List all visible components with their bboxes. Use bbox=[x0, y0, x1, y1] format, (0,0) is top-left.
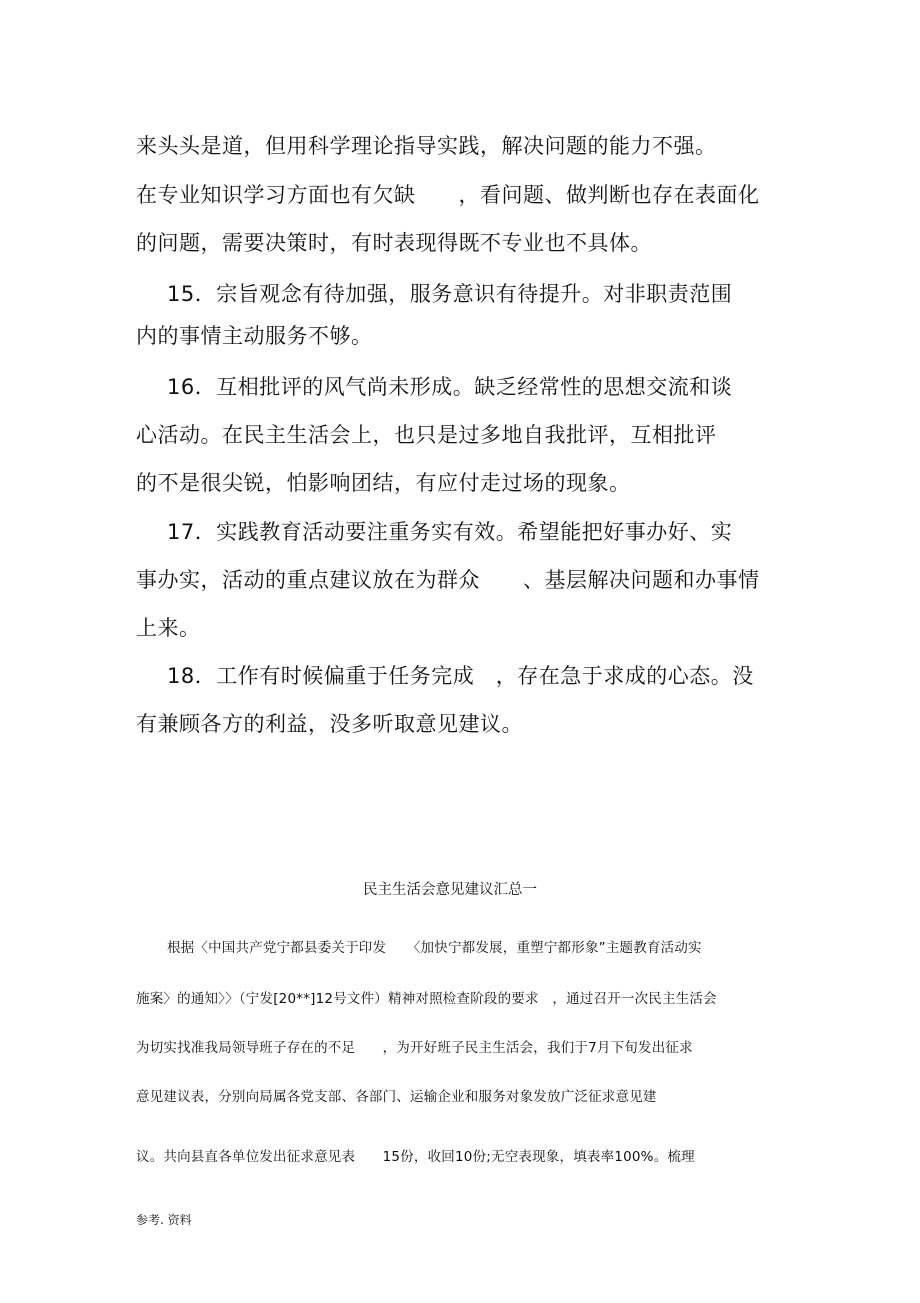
body-line: 为切实找准我局领导班子存在的不足 ，为开好班子民主生活会，我们于7月下旬发出征求 bbox=[136, 1040, 693, 1056]
item-18-line: 18．工作有时候偏重于任务完成 ，存在急于求成的心态。没 bbox=[167, 664, 754, 688]
section-title: 民主生活会意见建议汇总一 bbox=[363, 882, 537, 898]
item-18-line: 有兼顾各方的利益，没多听取意见建议。 bbox=[136, 712, 523, 736]
body-line: 根据〈中国共产党宁都县委关于印发 〈加快宁都发展，重塑宁都形象”主题教育活动实 bbox=[167, 940, 702, 956]
paragraph-line: 在专业知识学习方面也有欠缺 ，看问题、做判断也存在表面化 bbox=[136, 183, 760, 207]
item-15-line: 内的事情主动服务不够。 bbox=[136, 324, 373, 348]
paragraph-line: 来头头是道，但用科学理论指导实践，解决问题的能力不强。 bbox=[136, 134, 717, 158]
item-16-line: 心活动。在民主生活会上，也只是过多地自我批评，互相批评 bbox=[136, 423, 717, 447]
paragraph-line: 的问题，需要决策时，有时表现得既不专业也不具体。 bbox=[136, 231, 652, 255]
body-line: 议。共向县直各单位发出征求意见表 15份，收回10份;无空表现象，填表率100%。梳理 bbox=[136, 1149, 695, 1165]
item-16-line: 16．互相批评的风气尚未形成。缺乏经常性的思想交流和谈 bbox=[167, 375, 733, 399]
item-15-line: 15．宗旨观念有待加强，服务意识有待提升。对非职责范围 bbox=[167, 282, 733, 306]
item-17-line: 17．实践教育活动要注重务实有效。希望能把好事办好、实 bbox=[167, 520, 733, 544]
body-line: 施案〉的通知〉〉（宁发[20**]12号文件）精神对照检查阶段的要求 ，通过召开一次民主生活会 bbox=[136, 991, 717, 1007]
body-line: 意见建议表，分别向局属各党支部、各部门、运输企业和服务对象发放广泛征求意见建 bbox=[136, 1089, 657, 1105]
item-17-line: 事办实，活动的重点建议放在为群众 、基层解决问题和办事情 bbox=[136, 568, 760, 592]
page-footer: 参考. 资料 bbox=[136, 1213, 192, 1227]
item-17-line: 上来。 bbox=[136, 616, 201, 640]
item-16-line: 的不是很尖锐，怕影响团结，有应付走过场的现象。 bbox=[136, 471, 631, 495]
